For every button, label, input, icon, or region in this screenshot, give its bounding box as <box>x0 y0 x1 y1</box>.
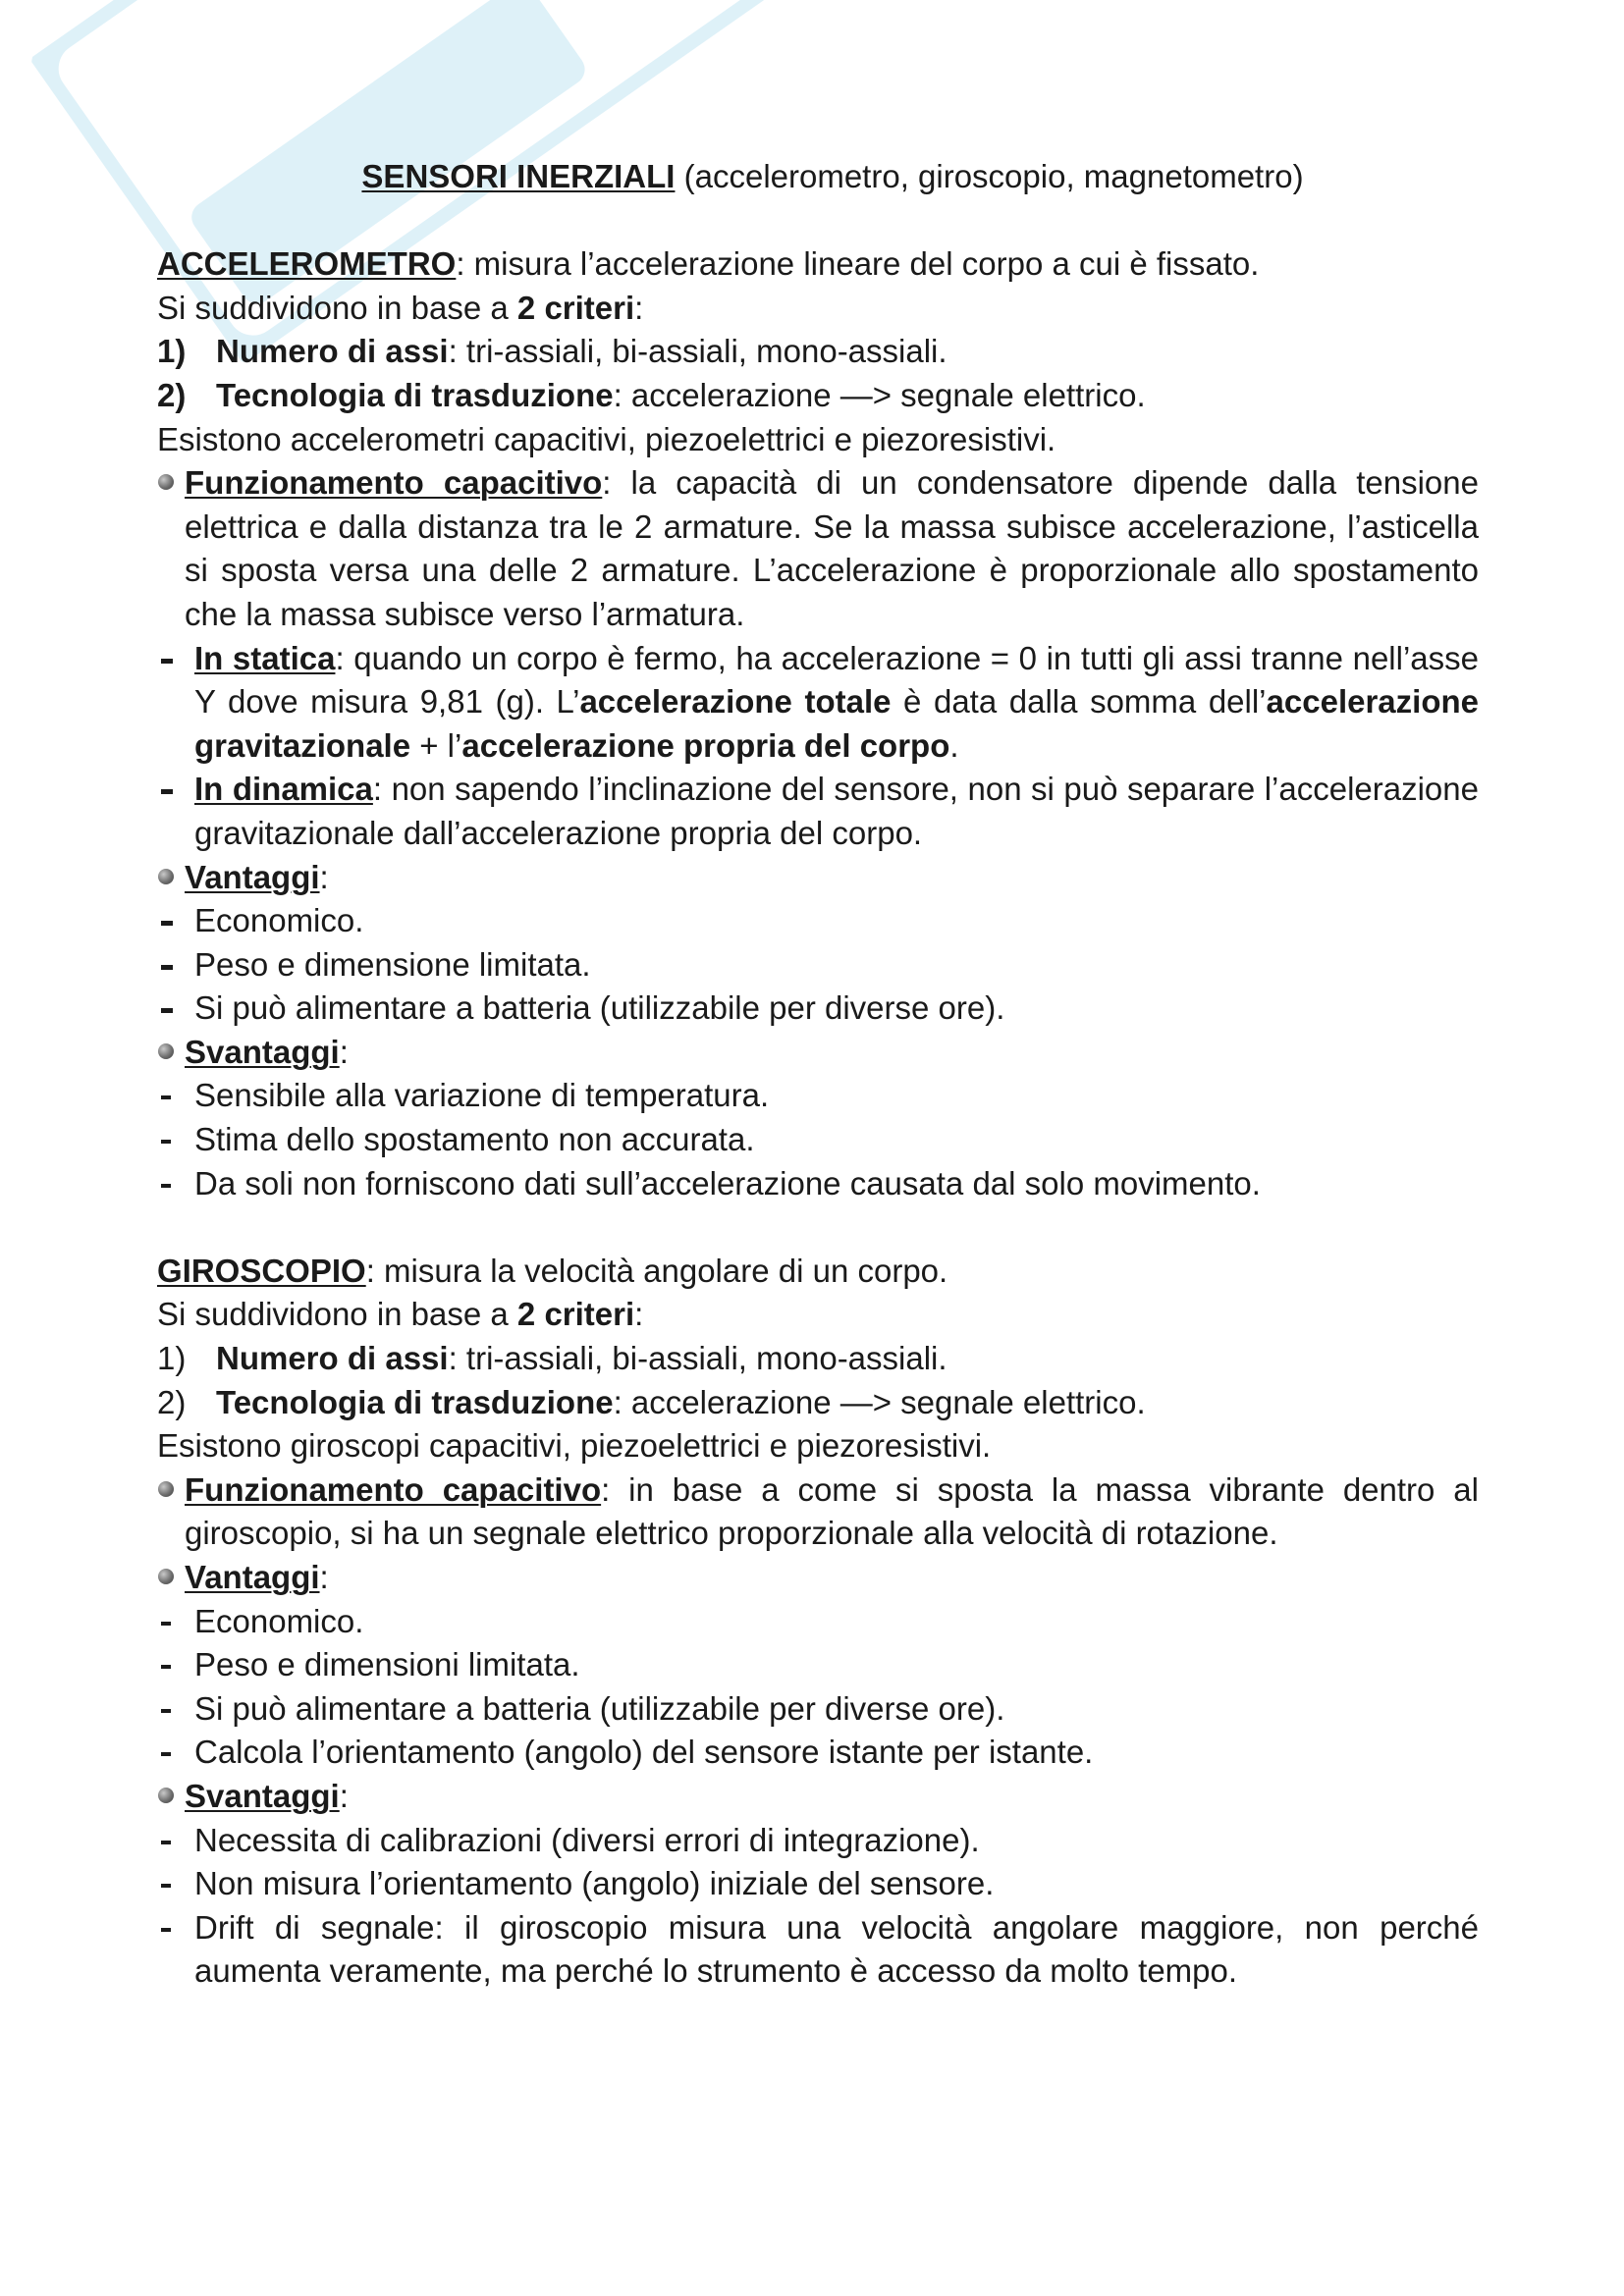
list-item-text: Economico. <box>194 1602 364 1639</box>
dash-icon <box>157 1600 194 1644</box>
dash-icon <box>157 1731 194 1775</box>
criteri-count: 2 criteri <box>516 1296 635 1333</box>
dash-icon <box>157 1162 194 1206</box>
vantaggi-label: Vantaggi <box>185 1559 320 1595</box>
criterio-label: Tecnologia di trasduzione <box>216 1383 614 1420</box>
dinamica-label: In dinamica <box>194 771 373 808</box>
accelerometro-statica <box>157 637 1479 769</box>
title-subtitle: (accelerometro, giroscopio, magnetometro) <box>675 158 1304 194</box>
statica-term: accelerazione propria del corpo <box>461 726 950 764</box>
criteri-text: Si suddividono in base a <box>157 289 517 326</box>
giroscopio-heading-label: GIROSCOPIO <box>157 1252 366 1289</box>
list-item <box>157 1731 1479 1775</box>
list-item-text: Drift di segnale: il giroscopio misura una velocità angolare maggiore, non perché aumenta veramente, ma perché lo strumento è accesso da molto tempo. <box>194 1908 1479 1990</box>
vantaggi-colon: : <box>319 1559 329 1595</box>
accelerometro-criterio-2 <box>157 374 1479 418</box>
funzionamento-label: Funzionamento capacitivo <box>185 464 603 502</box>
criterio-text: : tri-assiali, bi-assiali, mono-assiali. <box>448 333 947 370</box>
criterio-text: : tri-assiali, bi-assiali, mono-assiali. <box>448 1340 947 1377</box>
list-item-text: Calcola l’orientamento (angolo) del sensore istante per istante. <box>194 1734 1094 1771</box>
section-spacer <box>157 1205 1479 1250</box>
criterio-number: 1) <box>157 333 187 370</box>
bullet-icon <box>157 1556 185 1600</box>
title-main: SENSORI INERZIALI <box>361 158 676 194</box>
bullet-icon <box>157 1468 185 1513</box>
funzionamento-text: : in base a come si sposta la massa vibrante dentro al giroscopio, si ha un segnale elettrico proporzionale alla velocità di rotazione. <box>185 1470 1479 1552</box>
criteri-colon: : <box>634 1296 644 1333</box>
list-item-text: Peso e dimensione limitata. <box>194 945 591 983</box>
list-item-text: Stima dello spostamento non accurata. <box>194 1121 755 1158</box>
dash-icon <box>157 1862 194 1906</box>
list-item <box>157 1074 1479 1118</box>
statica-label: In statica <box>194 639 336 676</box>
accelerometro-dinamica <box>157 768 1479 855</box>
giroscopio-heading <box>157 1250 1479 1294</box>
funzionamento-text: : la capacità di un condensatore dipende dalla tensione elettrica e dalla distanza tra le 2 armature. Se la massa subisce accelerazione, l’asticella si sposta versa una delle 2 armature. L’accelerazione è proporzionale allo spostamento che la massa subisce verso l’armatura. <box>185 464 1479 632</box>
svantaggi-label: Svantaggi <box>185 1777 340 1814</box>
statica-text: : quando un corpo è fermo, ha accelerazione = 0 in tutti gli assi tranne nell’asse Y dove misura 9,81 (g). L’ <box>194 639 1479 721</box>
criterio-number: 2) <box>157 1383 187 1420</box>
funzionamento-label: Funzionamento capacitivo <box>185 1470 602 1508</box>
list-item <box>157 1819 1479 1863</box>
dash-icon <box>157 768 194 812</box>
dinamica-text: : non sapendo l’inclinazione del sensore, non si può separare l’accelerazione gravitazionale dall’accelerazione propria del corpo. <box>194 771 1479 851</box>
list-item-text: Si può alimentare a batteria (utilizzabile per diverse ore). <box>194 989 1005 1027</box>
section-giroscopio <box>157 1250 1479 1994</box>
dash-icon <box>157 987 194 1031</box>
accelerometro-criteri <box>157 287 1479 331</box>
statica-term: accelerazione gravitazionale <box>194 683 1479 764</box>
list-item <box>157 1162 1479 1206</box>
giroscopio-vantaggi-header <box>157 1556 1479 1600</box>
bullet-icon <box>157 1775 185 1819</box>
statica-text: . <box>949 726 959 764</box>
dash-icon <box>157 1643 194 1687</box>
bullet-icon <box>157 856 185 900</box>
criterio-number: 2) <box>157 376 187 413</box>
list-item <box>157 943 1479 988</box>
list-item-text: Peso e dimensioni limitata. <box>194 1646 580 1683</box>
list-item-text: Da soli non forniscono dati sull’accelerazione causata dal solo movimento. <box>194 1164 1261 1201</box>
accelerometro-funzionamento <box>157 461 1479 636</box>
giroscopio-criterio-2 <box>157 1381 1479 1425</box>
giroscopio-definition: : misura la velocità angolare di un corpo. <box>365 1252 948 1289</box>
list-item <box>157 1687 1479 1732</box>
list-item <box>157 1643 1479 1687</box>
criteri-text: Si suddividono in base a <box>157 1296 517 1333</box>
accelerometro-tipi: Esistono accelerometri capacitivi, piezoelettrici e piezoresistivi. <box>157 420 1056 457</box>
svantaggi-colon: : <box>339 1033 349 1070</box>
giroscopio-criterio-1 <box>157 1337 1479 1381</box>
statica-term: accelerazione totale <box>579 683 892 721</box>
statica-text: + l’ <box>410 726 462 764</box>
criterio-text: : accelerazione —> segnale elettrico. <box>613 1383 1146 1420</box>
accelerometro-heading-label: ACCELEROMETRO <box>157 245 457 283</box>
statica-text: è data dalla somma dell’ <box>891 683 1267 721</box>
criteri-colon: : <box>634 289 644 326</box>
criterio-label: Numero di assi <box>216 333 449 370</box>
dash-icon <box>157 637 194 681</box>
giroscopio-criteri <box>157 1293 1479 1337</box>
list-item <box>157 987 1479 1031</box>
accelerometro-vantaggi-header <box>157 856 1479 900</box>
accelerometro-heading <box>157 242 1479 287</box>
page-title <box>157 155 1479 199</box>
list-item <box>157 1600 1479 1644</box>
dash-icon <box>157 1118 194 1162</box>
section-accelerometro <box>157 242 1479 1205</box>
bullet-icon <box>157 461 185 506</box>
accelerometro-svantaggi-header <box>157 1031 1479 1075</box>
dash-icon <box>157 1074 194 1118</box>
criterio-text: : accelerazione —> segnale elettrico. <box>613 376 1146 413</box>
dash-icon <box>157 1819 194 1863</box>
list-item-text: Necessita di calibrazioni (diversi errori di integrazione). <box>194 1821 980 1858</box>
dash-icon <box>157 899 194 943</box>
list-item <box>157 1906 1479 1994</box>
criterio-label: Numero di assi <box>216 1340 449 1377</box>
giroscopio-tipi: Esistono giroscopi capacitivi, piezoelettrici e piezoresistivi. <box>157 1427 992 1465</box>
accelerometro-criterio-1 <box>157 330 1479 374</box>
svantaggi-label: Svantaggi <box>185 1033 340 1070</box>
vantaggi-label: Vantaggi <box>185 858 320 895</box>
dash-icon <box>157 1687 194 1732</box>
list-item <box>157 1862 1479 1906</box>
giroscopio-funzionamento <box>157 1468 1479 1556</box>
list-item <box>157 1118 1479 1162</box>
document-page <box>157 155 1479 1994</box>
list-item-text: Sensibile alla variazione di temperatura. <box>194 1077 770 1114</box>
list-item-text: Si può alimentare a batteria (utilizzabile per diverse ore). <box>194 1689 1005 1727</box>
accelerometro-definition: : misura l’accelerazione lineare del corpo a cui è fissato. <box>456 245 1260 283</box>
giroscopio-svantaggi-header <box>157 1775 1479 1819</box>
criterio-number: 1) <box>157 1340 187 1377</box>
criterio-label: Tecnologia di trasduzione <box>216 376 614 413</box>
vantaggi-colon: : <box>319 858 329 895</box>
list-item <box>157 899 1479 943</box>
list-item-text: Non misura l’orientamento (angolo) iniziale del sensore. <box>194 1865 995 1902</box>
svantaggi-colon: : <box>339 1777 349 1814</box>
dash-icon <box>157 943 194 988</box>
criteri-count: 2 criteri <box>516 289 635 326</box>
list-item-text: Economico. <box>194 902 364 939</box>
dash-icon <box>157 1906 194 1950</box>
bullet-icon <box>157 1031 185 1075</box>
